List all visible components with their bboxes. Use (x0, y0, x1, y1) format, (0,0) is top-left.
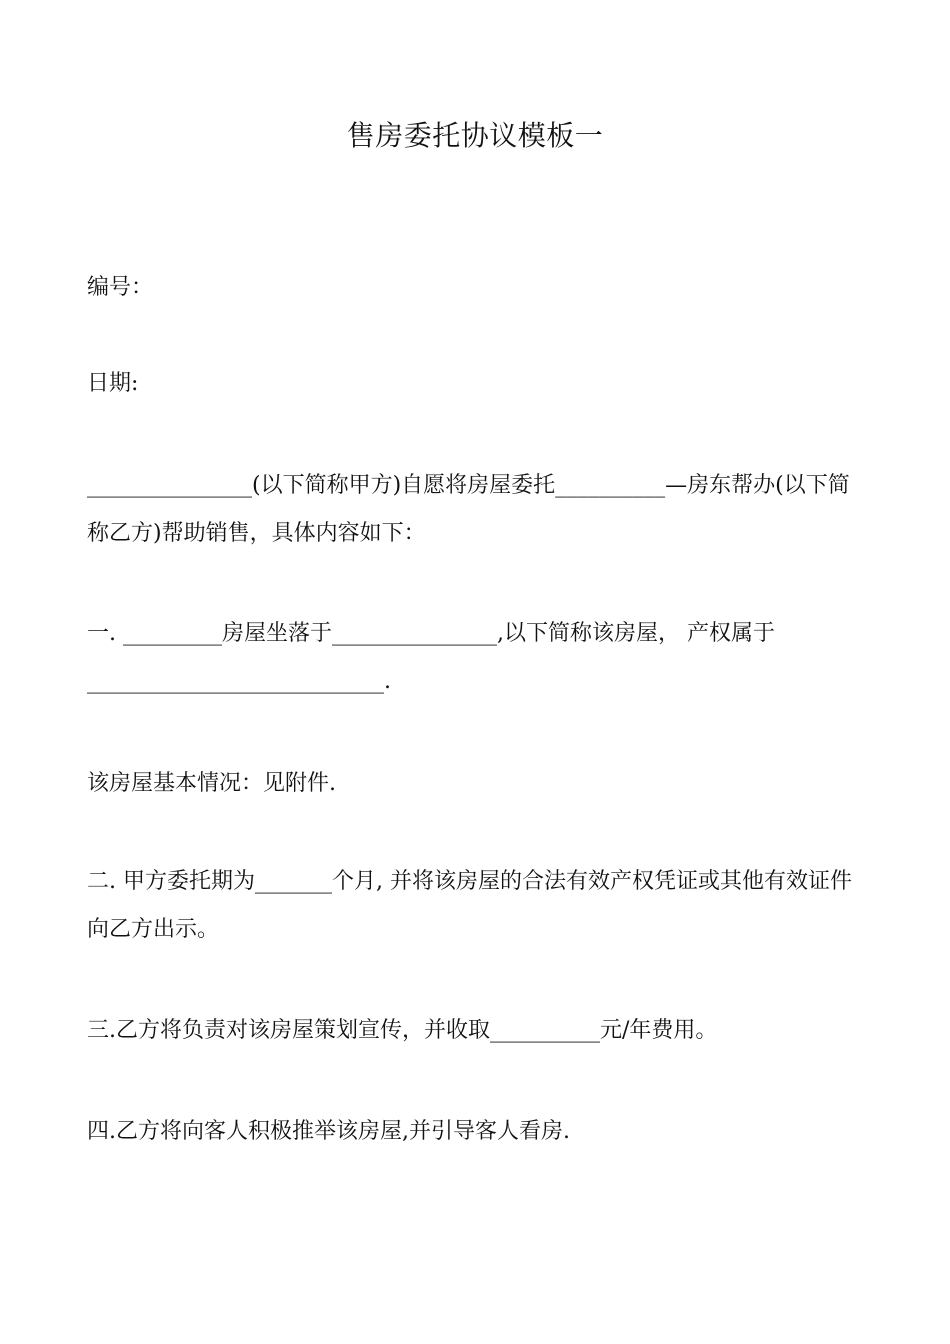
clause-2-paragraph: 二. 甲方委托期为_______个月, 并将该房屋的合法有效产权凭证或其他有效证件向乙方出示。 (87, 869, 852, 942)
clause-3-paragraph: 三.乙方将负责对该房屋策划宣传，并收取__________元/年费用。 (87, 1018, 718, 1043)
number-label: 编号： (87, 275, 154, 300)
basic-info-paragraph: 该房屋基本情况：见附件. (87, 771, 336, 796)
document-title: 售房委托协议模板一 (346, 119, 604, 152)
clause-1-paragraph: 一. _________房屋坐落于_______________,以下简称该房屋， 产权属于___________________________. (87, 621, 775, 694)
intro-paragraph: _______________(以下简称甲方)自愿将房屋委托__________—房东帮办(以下简称乙方)帮助销售，具体内容如下： (87, 473, 850, 546)
date-label: 日期: (87, 371, 139, 396)
clause-4-paragraph: 四.乙方将向客人积极推举该房屋,并引导客人看房. (87, 1119, 570, 1144)
